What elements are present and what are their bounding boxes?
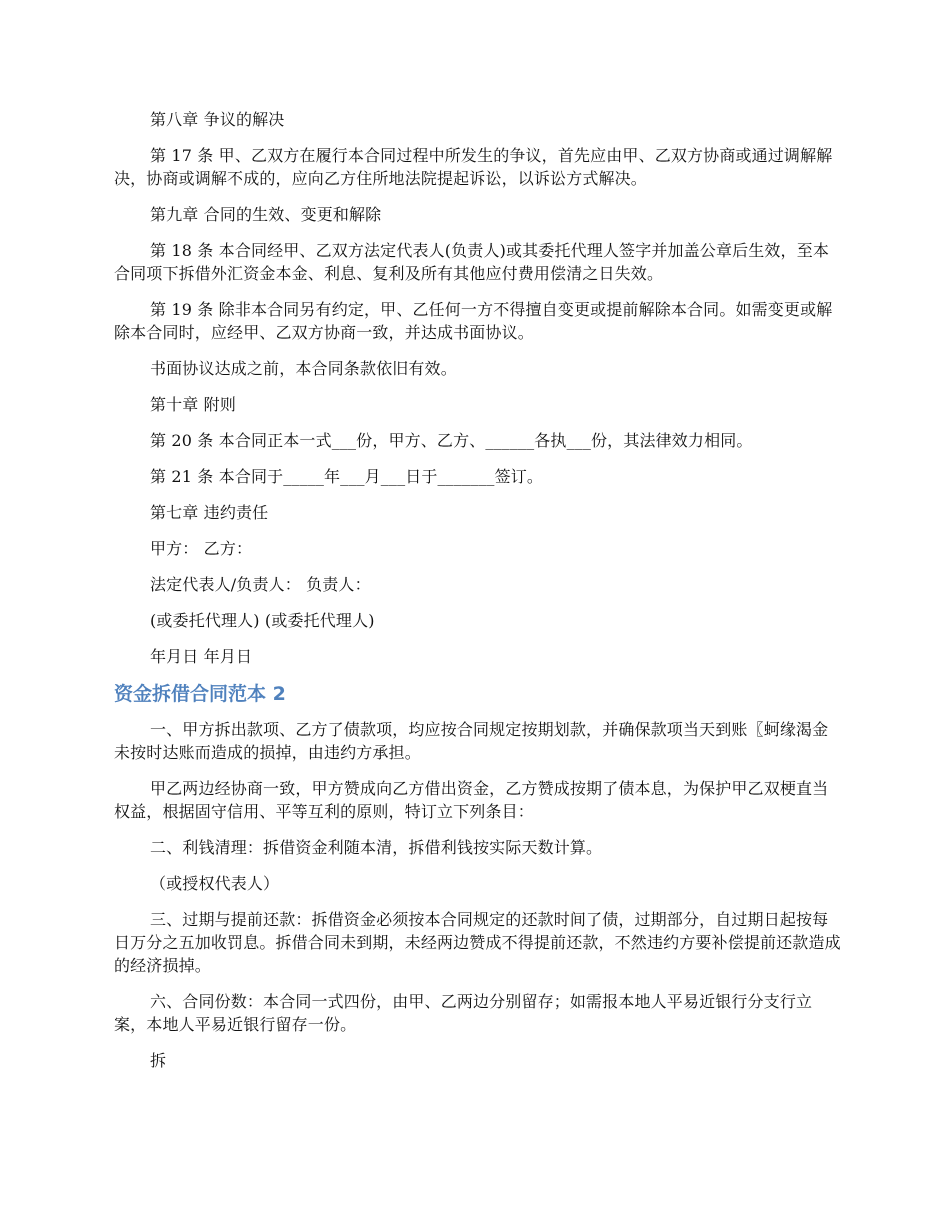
- party-line: 甲方： 乙方：: [150, 539, 253, 558]
- preamble-paragraph: 甲乙两边经协商一致，甲方赞成向乙方借出资金，乙方赞成按期了债本息，为保护甲乙双梗直当权益，根据固守信用、平等互利的原则，特订立下列条目：: [114, 779, 829, 821]
- clause-3: 三、过期与提前还款：拆借资金必须按本合同规定的还款时间了债，过期部分，自过期日起按每日万分之五加收罚息。拆借合同未到期，未经两边赞成不得提前还款，不然违约方要补偿提前还款造成的经济损掉。: [114, 910, 841, 975]
- chapter-8-title: 第八章 争议的解决: [150, 110, 285, 129]
- trailing-fragment: 拆: [150, 1051, 167, 1070]
- clause-2: 二、利钱清理：拆借资金利随本清，拆借利钱按实际天数计算。: [150, 838, 603, 857]
- section-heading: 资金拆借合同范本 2: [114, 683, 286, 705]
- chapter-10-title: 第十章 附则: [150, 395, 236, 414]
- representative-line: 法定代表人/负责人： 负责人：: [150, 575, 371, 594]
- article-20: 第 20 条 本合同正本一式___份，甲方、乙方、______各执___份，其法律效力相同。: [150, 431, 753, 450]
- document-body: [114, 108, 844, 1085]
- article-21: 第 21 条 本合同于_____年___月___日于_______签订。: [150, 467, 544, 486]
- authorized-rep-note: （或授权代表人）: [150, 874, 280, 893]
- article-17: 第 17 条 甲、乙双方在履行本合同过程中所发生的争议，首先应由甲、乙双方协商或通过调解解决，协商或调解不成的，应向乙方住所地法院提起诉讼，以诉讼方式解决。: [114, 146, 833, 188]
- chapter-7-title: 第七章 违约责任: [150, 503, 269, 522]
- date-line: 年月日 年月日: [150, 647, 253, 666]
- clause-6: 六、合同份数：本合同一式四份，由甲、乙两边分别留存；如需报本地人平易近银行分支行立案，本地人平易近银行留存一份。: [114, 992, 813, 1034]
- article-19: 第 19 条 除非本合同另有约定，甲、乙任何一方不得擅自变更或提前解除本合同。如需变更或解除本合同时，应经甲、乙双方协商一致，并达成书面协议。: [114, 300, 833, 342]
- clause-1: 一、甲方拆出款项、乙方了债款项，均应按合同规定按期划款，并确保款项当天到账〖蚵缘渴金未按时达账而造成的损掉，由违约方承担。: [114, 720, 829, 762]
- written-agreement-note: 书面协议达成之前，本合同条款依旧有效。: [150, 359, 457, 378]
- article-18: 第 18 条 本合同经甲、乙双方法定代表人(负责人)或其委托代理人签字并加盖公章后生效，至本合同项下拆借外汇资金本金、利息、复利及所有其他应付费用偿清之日失效。: [114, 241, 830, 283]
- agent-line: (或委托代理人) (或委托代理人): [150, 611, 375, 630]
- chapter-9-title: 第九章 合同的生效、变更和解除: [150, 205, 382, 224]
